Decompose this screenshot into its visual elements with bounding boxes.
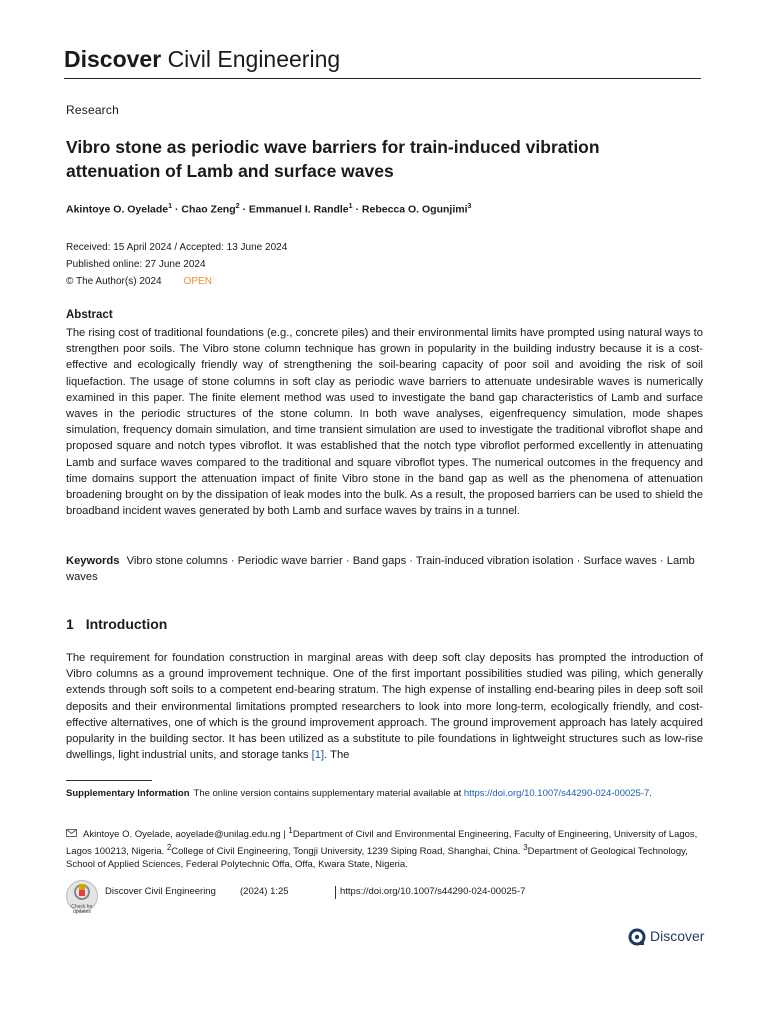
check-for-updates-icon (67, 881, 97, 903)
supplementary-doi-link[interactable]: https://doi.org/10.1007/s44290-024-00025-7 (463, 788, 650, 799)
author-affiliation-mark: 1 (168, 203, 173, 210)
check-for-updates-badge[interactable] (66, 880, 98, 915)
brand-name: Discover (650, 928, 705, 944)
author-affiliation-mark: 1 (348, 203, 353, 210)
envelope-icon (66, 828, 77, 841)
author-list (66, 203, 471, 216)
author-affiliation-mark: 3 (467, 203, 472, 210)
copyright-line (66, 273, 287, 290)
author-name[interactable]: Rebecca O. Ogunjimi (361, 203, 468, 216)
published-date: Published online: 27 June 2024 (66, 259, 206, 270)
author-separator: · (352, 203, 362, 216)
check-for-updates-label: Check for updates (71, 904, 93, 915)
affiliation-mark: 1 (288, 826, 293, 835)
keywords-label: Keywords (66, 555, 120, 567)
introduction-body (66, 650, 703, 763)
corresponding-author: Akintoye O. Oyelade, aoyelade@unilag.edu.ng | (83, 829, 289, 841)
journal-name-bold: Discover (64, 46, 162, 72)
author-name[interactable]: Chao Zeng (181, 203, 236, 216)
abstract-body: The rising cost of traditional foundations (e.g., concrete piles) and their environmental limits have prompted using natural ways to strengthen poor soils. The Vibro stone column technique has grown in popularity in the building industry because it is a cost-effective and ecologically friendly way of strengthening the soil-bearing capacity of poor soil and avoiding the risk of soil liquefaction. The usage of stone columns in soft clay as periodic wave barriers to attenuate undesirable waves is numerically examined in this paper. The finite element method was used to investigate the band gap characteristics of Lamb and surface waves in the periodic structures of the stone column. In both wave analyses, eigenfrequency simulation, mode shapes simulation, frequency domain simulation, and time transient simulation are used to investigate the traditional vibroflot shape and proposed square and notch types vibroflot. It was established that the notch type vibroflot performed excellently in attenuating Lamb and surface waves compared to the traditional and square vibroflot types. The numerical outcomes in the frequency and time domains support the attenuation impact of finite Vibro stone in the band gap as well as the phenomena of attenuation broadening brought on by the dissipation of leak modes into the bulk. As a result, the proposed barriers can be used to shield the broadband incident waves generated by both Lamb and surface waves by trains in a tunnel. (66, 327, 703, 518)
introduction-text-continued: . The (324, 749, 350, 762)
journal-name-rest: Civil Engineering (167, 46, 341, 72)
copyright-text: © The Author(s) 2024 (66, 276, 162, 287)
author-separator: · (239, 203, 249, 216)
received-accepted-date: Received: 15 April 2024 / Accepted: 13 June 2024 (66, 242, 288, 253)
keywords-text: Vibro stone columns · Periodic wave barrier · Band gaps · Train-induced vibration isolation · Surface waves · Lamb waves (66, 555, 695, 584)
keywords (66, 553, 703, 585)
footnote-divider (66, 780, 152, 781)
supplementary-text: The online version contains supplementary material available at (193, 788, 464, 799)
affiliation-mark: 3 (523, 843, 528, 853)
footer-journal-name: Discover Civil Engineering (105, 886, 216, 897)
journal-header (64, 44, 701, 79)
open-access-badge: OPEN (183, 276, 212, 287)
discover-logo-icon (628, 928, 646, 951)
publication-dates (66, 239, 287, 290)
affiliation-mark: 2 (166, 843, 172, 853)
reference-link[interactable]: [1] (311, 749, 325, 762)
supplementary-information (66, 787, 703, 800)
supplementary-label: Supplementary Information (66, 788, 190, 799)
abstract-heading: Abstract (66, 309, 113, 321)
affiliation-2: College of Civil Engineering, Tongji University, 1239 Siping Road, Shanghai, China. (171, 846, 524, 858)
section-heading-introduction (66, 616, 167, 632)
author-separator: · (172, 203, 182, 216)
affiliations (66, 824, 703, 871)
author-name[interactable]: Emmanuel I. Randle (248, 203, 349, 216)
section-title: Introduction (85, 616, 168, 632)
supplementary-end: . (649, 788, 652, 799)
affiliation-3: Department of Geological Technology, School of Applied Sciences, Federal Polytechnic Offa, Offa, Kwara State, Nigeria. (66, 846, 688, 871)
page-footer (66, 876, 703, 916)
section-number: 1 (66, 616, 74, 632)
footer-issue: (2024) 1:25 (240, 886, 289, 897)
footer-separator (335, 886, 336, 899)
article-type: Research (66, 103, 119, 117)
introduction-text: The requirement for foundation construction in marginal areas with deep soft clay deposits has prompted the introduction of Vibro columns as a ground improvement technique. One of the first important possibilities studied was piling, which generally extends through soft soils to a competent end-bearing stratum. The high expense of installing end-bearing piles in deep soft soil deposits and their environmental limitations prompted researchers to look into more long-term, ecologically friendly, and cost-effective alternatives, one of which is the ground improvement approach. The ground improvement approach has lately acquired popularity in the building sector. It has been utilized as a substitute to pile foundations in lightweight structures such as low-rise dwellings, light industrial units, and storage tanks (66, 652, 703, 762)
author-name[interactable]: Akintoye O. Oyelade (66, 203, 169, 216)
footer-doi-link[interactable]: https://doi.org/10.1007/s44290-024-00025-7 (340, 886, 526, 897)
article-title: Vibro stone as periodic wave barriers for train-induced vibration attenuation of Lamb and surface waves (66, 137, 600, 181)
author-affiliation-mark: 2 (235, 203, 240, 210)
affiliation-1: Department of Civil and Environmental Engineering, Faculty of Engineering, University of Lagos, Lagos 100213, Nigeria. (66, 829, 698, 858)
